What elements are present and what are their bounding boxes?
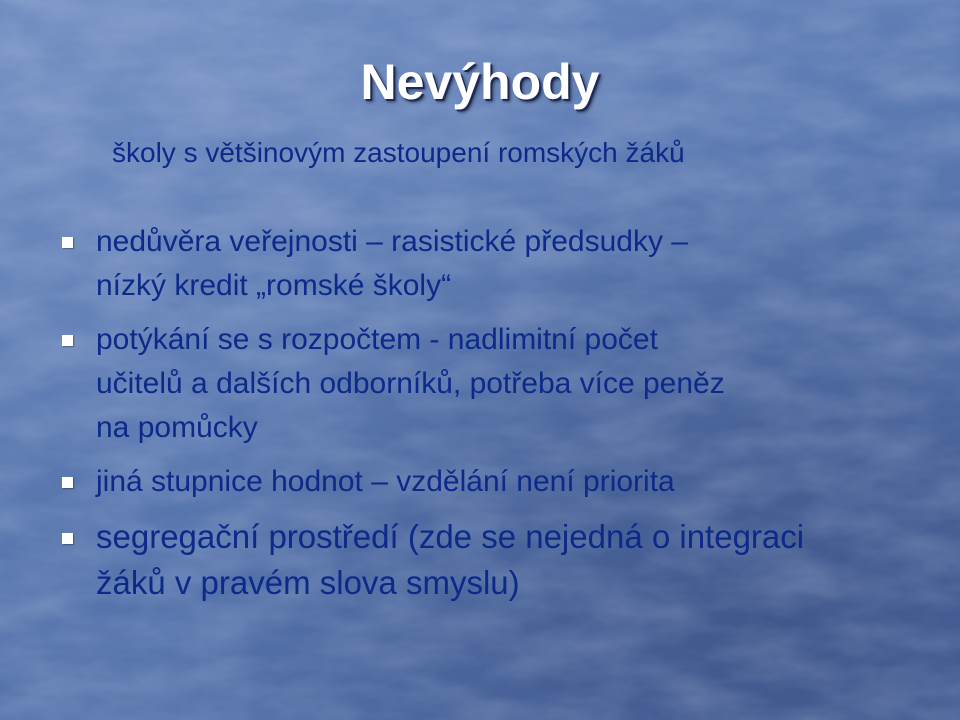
bullet-item-segregation	[62, 514, 922, 606]
bullet-item-distrust	[62, 220, 922, 308]
bullet-line: jiná stupnice hodnot – vzdělání není priorita	[96, 465, 675, 498]
slide-subtitle: školy s většinovým zastoupení romských žáků	[112, 137, 685, 168]
square-bullet-icon	[62, 237, 73, 248]
bullet-line: na pomůcky	[96, 411, 258, 444]
bullet-line: žáků v pravém slova smyslu)	[96, 564, 520, 601]
bullet-list	[62, 220, 922, 616]
bullet-item-budget	[62, 318, 922, 450]
bullet-line: segregační prostředí (zde se nejedná o integraci	[96, 518, 805, 555]
square-bullet-icon	[62, 533, 73, 544]
slide-title: Nevýhody	[360, 54, 600, 110]
bullet-line: nízký kredit „romské školy“	[96, 269, 452, 302]
bullet-line: učitelů a dalších odborníků, potřeba více peněz	[96, 367, 725, 400]
square-bullet-icon	[62, 477, 73, 488]
bullet-item-values	[62, 460, 922, 504]
bullet-line: potýkání se s rozpočtem - nadlimitní počet	[96, 323, 658, 356]
square-bullet-icon	[62, 335, 73, 346]
bullet-line: nedůvěra veřejnosti – rasistické předsudky –	[96, 225, 688, 258]
